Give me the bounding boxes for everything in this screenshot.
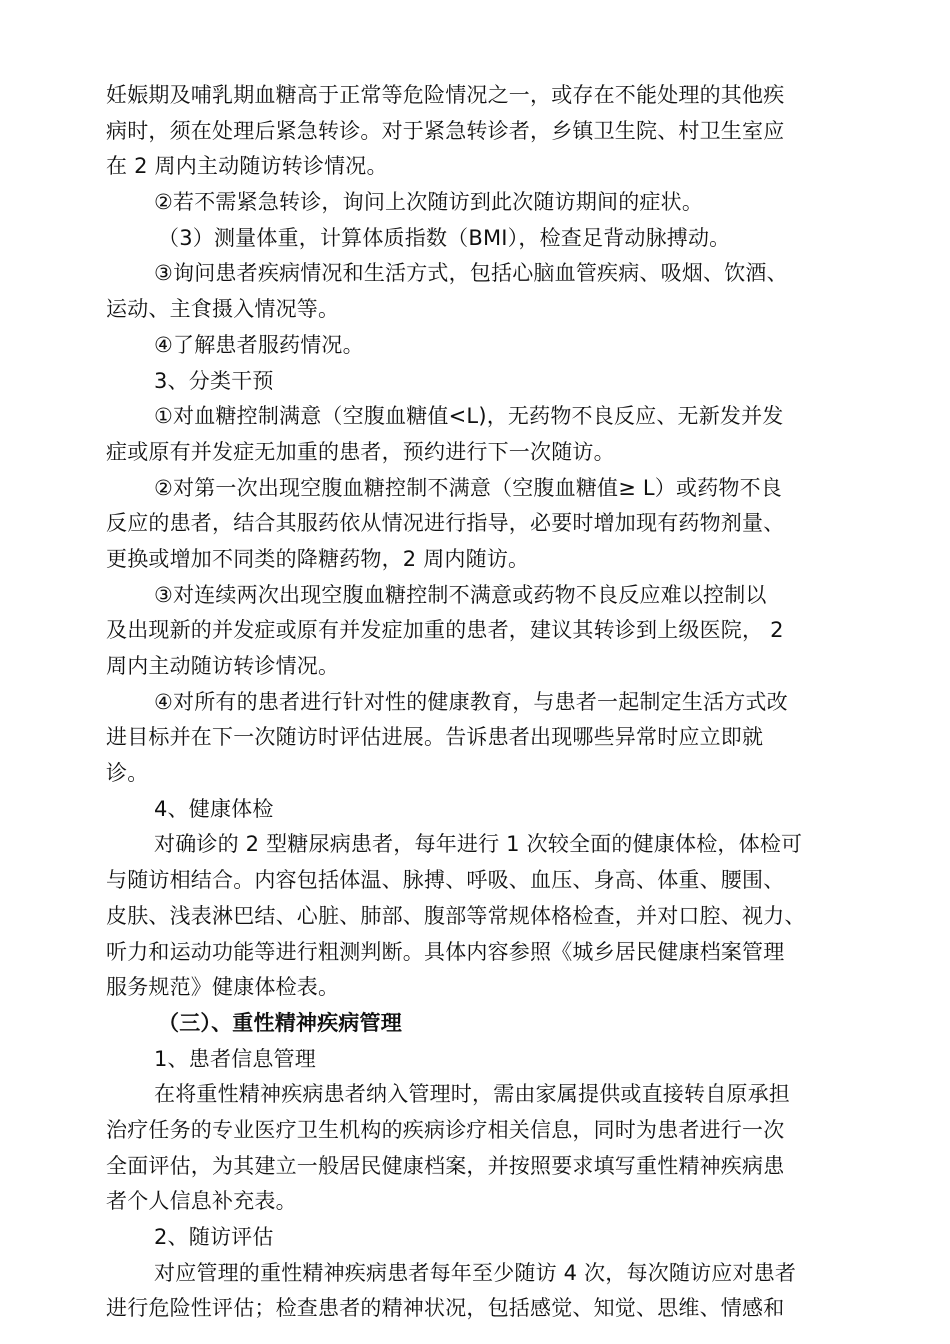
text-line: 及出现新的并发症或原有并发症加重的患者，建议其转诊到上级医院， 2 (106, 618, 784, 643)
text-line: 对确诊的 2 型糖尿病患者，每年进行 1 次较全面的健康体检，体检可 (154, 832, 803, 857)
text-line: 4、健康体检 (154, 796, 274, 821)
text-line: ④了解患者服药情况。 (154, 332, 364, 357)
text-line: 3、分类干预 (154, 368, 274, 393)
text-line: 进行危险性评估；检查患者的精神状况，包括感觉、知觉、思维、情感和 (106, 1296, 785, 1321)
text-line: 听力和运动功能等进行粗测判断。具体内容参照《城乡居民健康档案管理 (106, 939, 785, 964)
text-line: （3）测量体重，计算体质指数（BMI），检查足背动脉搏动。 (158, 225, 731, 250)
text-line: 皮肤、浅表淋巴结、心脏、肺部、腹部等常规体格检查，并对口腔、视力、 (106, 903, 806, 928)
text-line: 病时，须在处理后紧急转诊。对于紧急转诊者，乡镇卫生院、村卫生室应 (106, 118, 785, 143)
text-line: 在 2 周内主动随访转诊情况。 (106, 154, 388, 179)
text-line: 进目标并在下一次随访时评估进展。告诉患者出现哪些异常时应立即就 (106, 725, 764, 750)
text-line: ②若不需紧急转诊，询问上次随访到此次随访期间的症状。 (154, 190, 704, 215)
text-line: 更换或增加不同类的降糖药物，2 周内随访。 (106, 546, 530, 571)
text-line: ①对血糖控制满意（空腹血糖值<L)，无药物不良反应、无新发并发 (154, 404, 784, 429)
text-line: 运动、主食摄入情况等。 (106, 297, 340, 322)
text-line: 治疗任务的专业医疗卫生机构的疾病诊疗相关信息，同时为患者进行一次 (106, 1117, 785, 1142)
document-body (106, 78, 876, 1327)
text-line: ④对所有的患者进行针对性的健康教育，与患者一起制定生活方式改 (154, 689, 788, 714)
text-line: 服务规范》健康体检表。 (106, 975, 340, 1000)
text-line: ③询问患者疾病情况和生活方式，包括心脑血管疾病、吸烟、饮酒、 (154, 261, 788, 286)
text-line: （三）、重性精神疾病管理 (158, 1010, 402, 1035)
text-line: 对应管理的重性精神疾病患者每年至少随访 4 次，每次随访应对患者 (154, 1260, 797, 1285)
text-line: 2、随访评估 (154, 1225, 274, 1249)
text-line: 1、患者信息管理 (154, 1046, 316, 1071)
text-line: 与随访相结合。内容包括体温、脉搏、呼吸、血压、身高、体重、腰围、 (106, 868, 785, 893)
text-line: 妊娠期及哺乳期血糖高于正常等危险情况之一，或存在不能处理的其他疾 (106, 83, 785, 107)
text-line: 症或原有并发症无加重的患者，预约进行下一次随访。 (106, 439, 615, 464)
text-line: 诊。 (106, 761, 149, 786)
text-line: 反应的患者，结合其服药依从情况进行指导，必要时增加现有药物剂量、 (106, 511, 785, 536)
text-line: 周内主动随访转诊情况。 (106, 654, 340, 678)
text-line: 全面评估，为其建立一般居民健康档案，并按照要求填写重性精神疾病患 (106, 1153, 785, 1178)
text-line: 在将重性精神疾病患者纳入管理时，需由家属提供或直接转自原承担 (154, 1082, 790, 1107)
text-line: ③对连续两次出现空腹血糖控制不满意或药物不良反应难以控制以 (154, 582, 767, 607)
text-line: 者个人信息补充表。 (106, 1189, 297, 1214)
text-line: ②对第一次出现空腹血糖控制不满意（空腹血糖值≥ L）或药物不良 (154, 475, 782, 500)
